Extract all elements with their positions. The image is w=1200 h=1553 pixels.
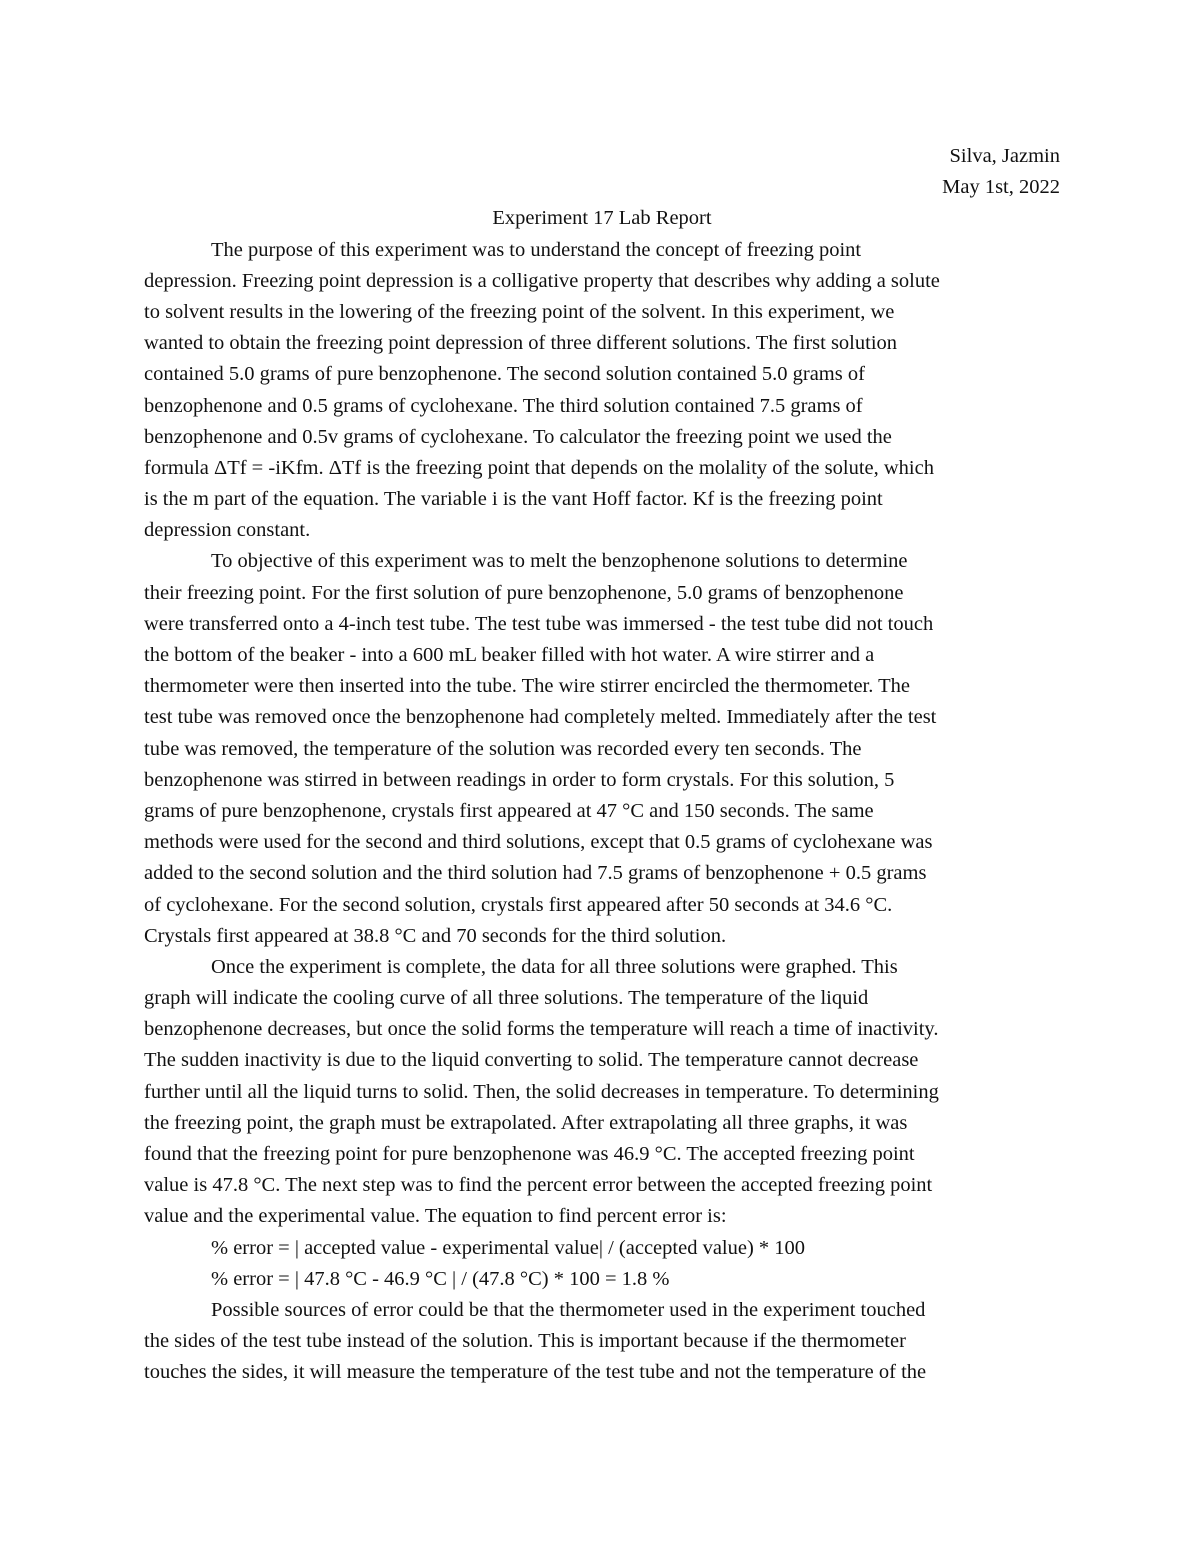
text-line: grams of pure benzophenone, crystals first appeared at 47 °C and 150 seconds. The same [144,799,874,822]
text-line: benzophenone and 0.5 grams of cyclohexane. The third solution contained 7.5 grams of [144,394,863,417]
text-line: the sides of the test tube instead of the solution. This is important because if the thermometer [144,1330,906,1353]
document-page [144,141,1060,1389]
text-line: the bottom of the beaker - into a 600 mL beaker filled with hot water. A wire stirrer and a [144,644,875,666]
text-line: value and the experimental value. The equation to find percent error is: [144,1205,727,1228]
text-line: further until all the liquid turns to solid. Then, the solid decreases in temperature. To determining [144,1080,939,1103]
text-line: test tube was removed once the benzophenone had completely melted. Immediately after the test [144,706,937,729]
report-date: May 1st, 2022 [942,176,1060,199]
text-line: To objective of this experiment was to melt the benzophenone solutions to determine [211,550,908,573]
text-line: touches the sides, it will measure the temperature of the test tube and not the temperature of the [144,1361,927,1384]
text-line: formula ΔTf = -iKfm. ΔTf is the freezing point that depends on the molality of the solute, which [144,456,934,479]
text-line: benzophenone decreases, but once the solid forms the temperature will reach a time of inactivity. [144,1018,939,1041]
text-line: benzophenone and 0.5v grams of cyclohexane. To calculator the freezing point we used the [144,425,892,448]
text-line: is the m part of the equation. The variable i is the vant Hoff factor. Kf is the freezing point [144,488,883,511]
text-line: their freezing point. For the first solution of pure benzophenone, 5.0 grams of benzophenone [144,581,904,604]
text-line: wanted to obtain the freezing point depression of three different solutions. The first solution [144,332,898,355]
text-line: tube was removed, the temperature of the solution was recorded every ten seconds. The [144,737,862,760]
author-name: Silva, Jazmin [949,145,1060,167]
text-line: thermometer were then inserted into the tube. The wire stirrer encircled the thermometer. The [144,675,910,698]
percent-error-equations [144,1233,1060,1295]
text-line: Crystals first appeared at 38.8 °C and 70 seconds for the third solution. [144,924,727,947]
equation-line: % error = | 47.8 °C - 46.9 °C | / (47.8 °C) * 100 = 1.8 % [211,1267,670,1290]
equation-line: % error = | accepted value - experimental value| / (accepted value) * 100 [211,1236,806,1259]
text-line: the freezing point, the graph must be extrapolated. After extrapolating all three graphs, it was [144,1111,908,1134]
text-line: Possible sources of error could be that the thermometer used in the experiment touched [211,1298,926,1321]
paragraph-results [144,952,1060,1233]
text-line: found that the freezing point for pure benzophenone was 46.9 °C. The accepted freezing point [144,1143,915,1165]
text-line: methods were used for the second and third solutions, except that 0.5 grams of cyclohexane was [144,831,933,854]
text-line: The purpose of this experiment was to understand the concept of freezing point [211,238,862,261]
text-line: Once the experiment is complete, the data for all three solutions were graphed. This [211,955,898,978]
text-line: depression constant. [144,519,311,542]
text-line: were transferred onto a 4-inch test tube. The test tube was immersed - the test tube did not touch [144,612,934,635]
paragraph-purpose [144,235,1060,547]
text-line: contained 5.0 grams of pure benzophenone. The second solution contained 5.0 grams of [144,363,865,386]
report-title: Experiment 17 Lab Report [492,207,712,230]
text-line: graph will indicate the cooling curve of all three solutions. The temperature of the liquid [144,987,869,1010]
text-line: added to the second solution and the third solution had 7.5 grams of benzophenone + 0.5 grams [144,862,927,885]
text-line: The sudden inactivity is due to the liquid converting to solid. The temperature cannot decrease [144,1049,919,1072]
paragraph-error-sources [144,1295,1060,1389]
text-line: value is 47.8 °C. The next step was to find the percent error between the accepted freezing point [144,1174,933,1197]
paragraph-objective [144,546,1060,951]
text-line: benzophenone was stirred in between readings in order to form crystals. For this solution, 5 [144,768,895,791]
text-line: to solvent results in the lowering of the freezing point of the solvent. In this experiment, we [144,300,895,323]
text-line: depression. Freezing point depression is a colligative property that describes why adding a solute [144,269,940,292]
text-line: of cyclohexane. For the second solution, crystals first appeared after 50 seconds at 34.6 °C. [144,893,893,916]
